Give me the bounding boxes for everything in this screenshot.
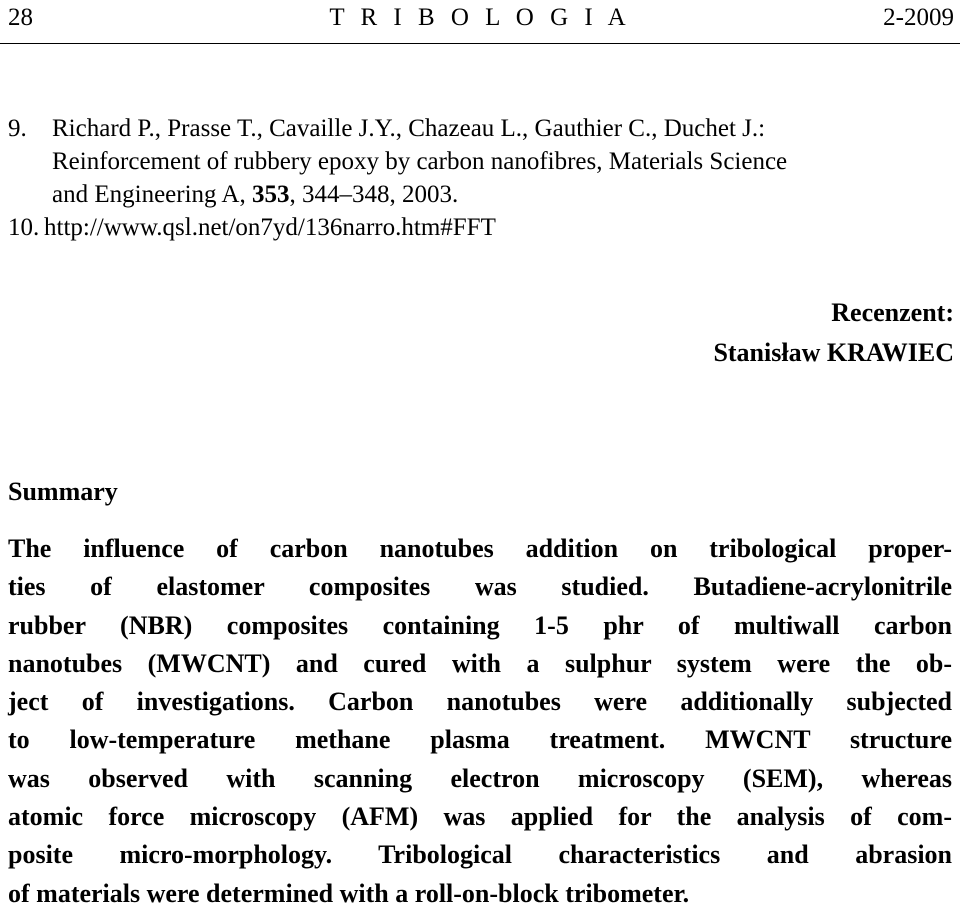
reference-volume: 353 — [251, 181, 290, 208]
reference-item — [8, 211, 952, 244]
summary-line: ject of investigations. Carbon nanotubes were additionally subjected — [8, 687, 952, 717]
reference-item — [8, 112, 952, 211]
summary-line: atomic force microscopy (AFM) was applied for the analysis of com- — [8, 802, 952, 832]
summary-line: was observed with scanning electron microscopy (SEM), whereas — [8, 763, 952, 793]
reviewer-name: Stanisław KRAWIEC — [713, 338, 954, 367]
reference-line: Reinforcement of rubbery epoxy by carbon nanofibres, Materials Science — [52, 148, 788, 175]
reference-line: Richard P., Prasse T., Cavaille J.Y., Chazeau L., Gauthier C., Duchet J.: — [52, 115, 766, 142]
summary-line: ties of elastomer composites was studied. Butadiene-acrylonitrile — [8, 572, 952, 602]
page-header — [0, 0, 960, 44]
reference-list — [8, 112, 952, 244]
summary-line: posite micro-morphology. Tribological characteristics and abrasion — [8, 840, 952, 870]
issue-number: 2-2009 — [883, 4, 954, 31]
summary-line: to low-temperature methane plasma treatment. MWCNT structure — [8, 725, 952, 755]
summary-text — [8, 530, 952, 913]
reference-line: and Engineering A, 353, 344–348, 2003. — [52, 181, 459, 208]
journal-title: T R I B O L O G I A — [329, 4, 631, 31]
reference-number: 10. — [8, 214, 40, 241]
reviewer-block — [713, 293, 954, 373]
summary-heading: Summary — [8, 477, 118, 506]
reviewer-label: Recenzent: — [831, 298, 954, 327]
reference-link: http://www.qsl.net/on7yd/136narro.htm#FFT — [44, 214, 496, 241]
summary-line: The influence of carbon nanotubes addition on tribological proper- — [8, 534, 952, 563]
summary-line: rubber (NBR) composites containing 1-5 phr of multiwall carbon — [8, 610, 952, 640]
page-number: 28 — [8, 4, 33, 31]
reference-number: 9. — [8, 115, 27, 142]
summary-line: of materials were determined with a roll-on-block tribometer. — [8, 878, 690, 908]
summary-line: nanotubes (MWCNT) and cured with a sulphur system were the ob- — [8, 648, 952, 678]
